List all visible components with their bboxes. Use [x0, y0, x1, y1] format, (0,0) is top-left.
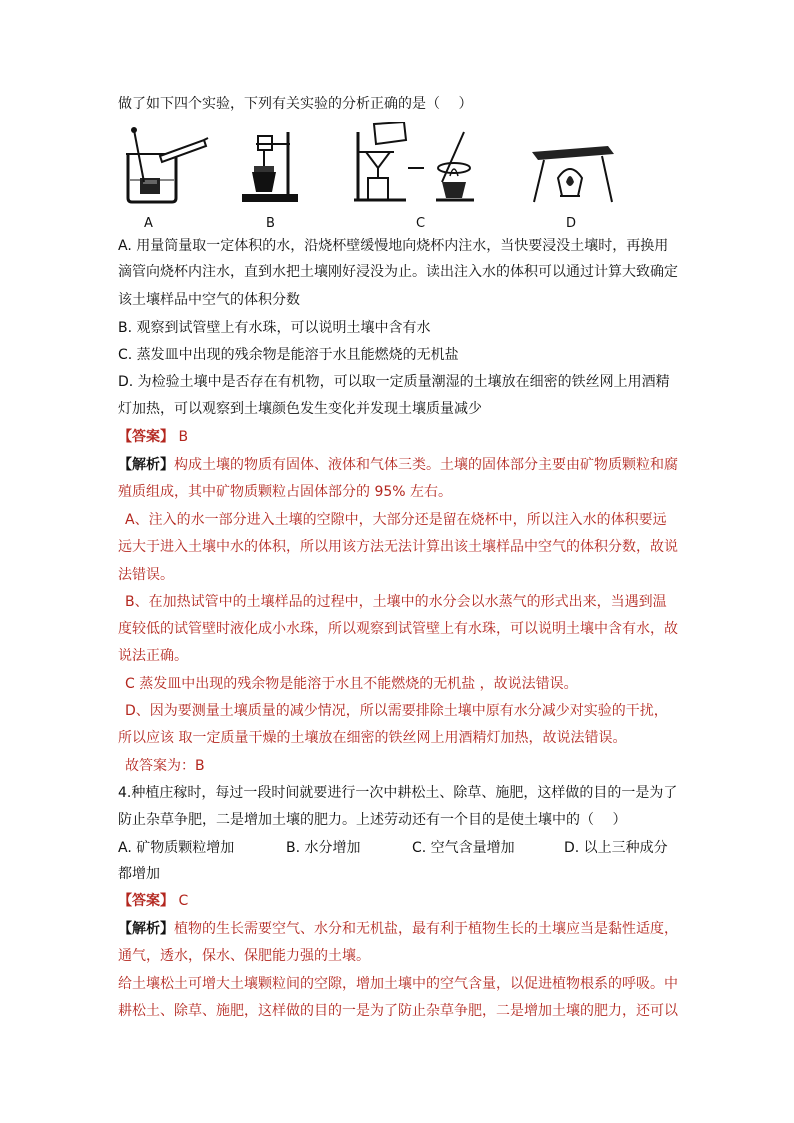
question-3-intro: 做了如下四个实验，下列有关实验的分析正确的是（ ） [118, 96, 473, 112]
q3-analysis-line: 远大于进入土壤中水的体积，所以用该方法无法计算出该土壤样品中空气的体积分数，故说 [118, 539, 678, 555]
q4-option-d: D. 以上三种成分 [564, 840, 668, 856]
q3-analysis-line: C 蒸发皿中出现的残余物是能溶于水且不能燃烧的无机盐 ，故说法错误。 [125, 676, 578, 692]
q3-option-c: C. 蒸发皿中出现的残余物是能溶于水且能燃烧的无机盐 [118, 347, 459, 363]
q4-options [118, 838, 688, 858]
q3-analysis-line: A、注入的水一部分进入土壤的空隙中，大部分还是留在烧杯中，所以注入水的体积要远 [125, 512, 667, 528]
q3-option-a-line-3: 该土壤样品中空气的体积分数 [118, 292, 300, 308]
analysis-tag: 【解析】 [118, 457, 174, 473]
q3-analysis-line: 所以应该 取一定质量干燥的土壤放在细密的铁丝网上用酒精灯加热，故说法错误。 [118, 730, 627, 746]
q3-option-d-line-1: D. 为检验土壤中是否存在有机物，可以取一定质量潮湿的土壤放在细密的铁丝网上用酒精 [118, 374, 670, 390]
q3-option-b: B. 观察到试管壁上有水珠，可以说明土壤中含有水 [118, 320, 431, 336]
q3-analysis-line: 法错误。 [118, 567, 174, 583]
q4-option-d-wrap: 都增加 [118, 866, 160, 882]
q4-analysis-line: 给土壤松土可增大土壤颗粒间的空隙，增加土壤中的空气含量，以促进植物根系的呼吸。中 [118, 976, 678, 992]
q3-analysis-line: B、在加热试管中的土壤样品的过程中，土壤中的水分会以水蒸气的形式出来，当遇到温 [125, 594, 667, 610]
figure-label-d: D [566, 216, 577, 231]
q4-analysis-first-line [118, 919, 688, 939]
apparatus-b-illustration [236, 122, 326, 204]
apparatus-d-illustration [528, 122, 618, 204]
q4-analysis-line: 通气，透水，保水、保肥能力强的土壤。 [118, 948, 370, 964]
q3-analysis-line: 说法正确。 [118, 648, 188, 664]
q3-final-answer: 故答案为：B [125, 758, 205, 774]
q3-analysis-first-line [118, 455, 688, 475]
figure-label-a: A [144, 216, 153, 231]
analysis-text: 构成土壤的物质有固体、液体和气体三类。土壤的固体部分主要由矿物质颗粒和腐 [174, 457, 678, 473]
analysis-text: 植物的生长需要空气、水分和无机盐，最有利于植物生长的土壤应当是黏性适度， [174, 921, 678, 937]
figure-label-c: C [416, 216, 426, 231]
answer-tag: 【答案】 [118, 893, 174, 909]
answer-value: C [178, 893, 189, 909]
answer-value: B [178, 429, 189, 445]
apparatus-c-illustration [346, 122, 496, 204]
experiment-figure [118, 122, 618, 234]
q4-option-a: A. 矿物质颗粒增加 [118, 840, 235, 856]
q4-analysis-line: 耕松土、除草、施肥，这样做的目的一是为了防止杂草争肥，二是增加土壤的肥力，还可以 [118, 1003, 678, 1019]
q4-option-b: B. 水分增加 [286, 840, 361, 856]
q3-option-d-line-2: 灯加热，可以观察到土壤颜色发生变化并发现土壤质量减少 [118, 401, 482, 417]
apparatus-a-illustration [120, 122, 210, 204]
figure-label-b: B [266, 216, 275, 231]
q3-analysis-line: D、因为要测量土壤质量的减少情况，所以需要排除土壤中原有水分减少对实验的干扰， [125, 703, 668, 719]
question-4-stem-line-2: 防止杂草争肥，二是增加土壤的肥力。上述劳动还有一个目的是使土壤中的（ ） [118, 812, 627, 828]
q3-analysis-line: 殖质组成，其中矿物质颗粒占固体部分的 95% 左右。 [118, 484, 453, 500]
q3-option-a-line-2: 滴管向烧杯内注水，直到水把土壤刚好浸没为止。读出注入水的体积可以通过计算大致确定 [118, 264, 678, 280]
q3-analysis-line: 度较低的试管壁时液化成小水珠，所以观察到试管壁上有水珠，可以说明土壤中含有水，故 [118, 621, 678, 637]
question-4-stem-line-1: 4.种植庄稼时，每过一段时间就要进行一次中耕松土、除草、施肥，这样做的目的一是为了 [118, 785, 678, 801]
q4-option-c: C. 空气含量增加 [412, 840, 515, 856]
analysis-tag: 【解析】 [118, 921, 174, 937]
answer-tag: 【答案】 [118, 429, 174, 445]
q3-answer [118, 427, 688, 447]
q3-option-a-line-1: A. 用量筒量取一定体积的水，沿烧杯壁缓慢地向烧杯内注水，当快要浸没土壤时，再换用 [118, 238, 669, 254]
q4-answer [118, 891, 688, 911]
